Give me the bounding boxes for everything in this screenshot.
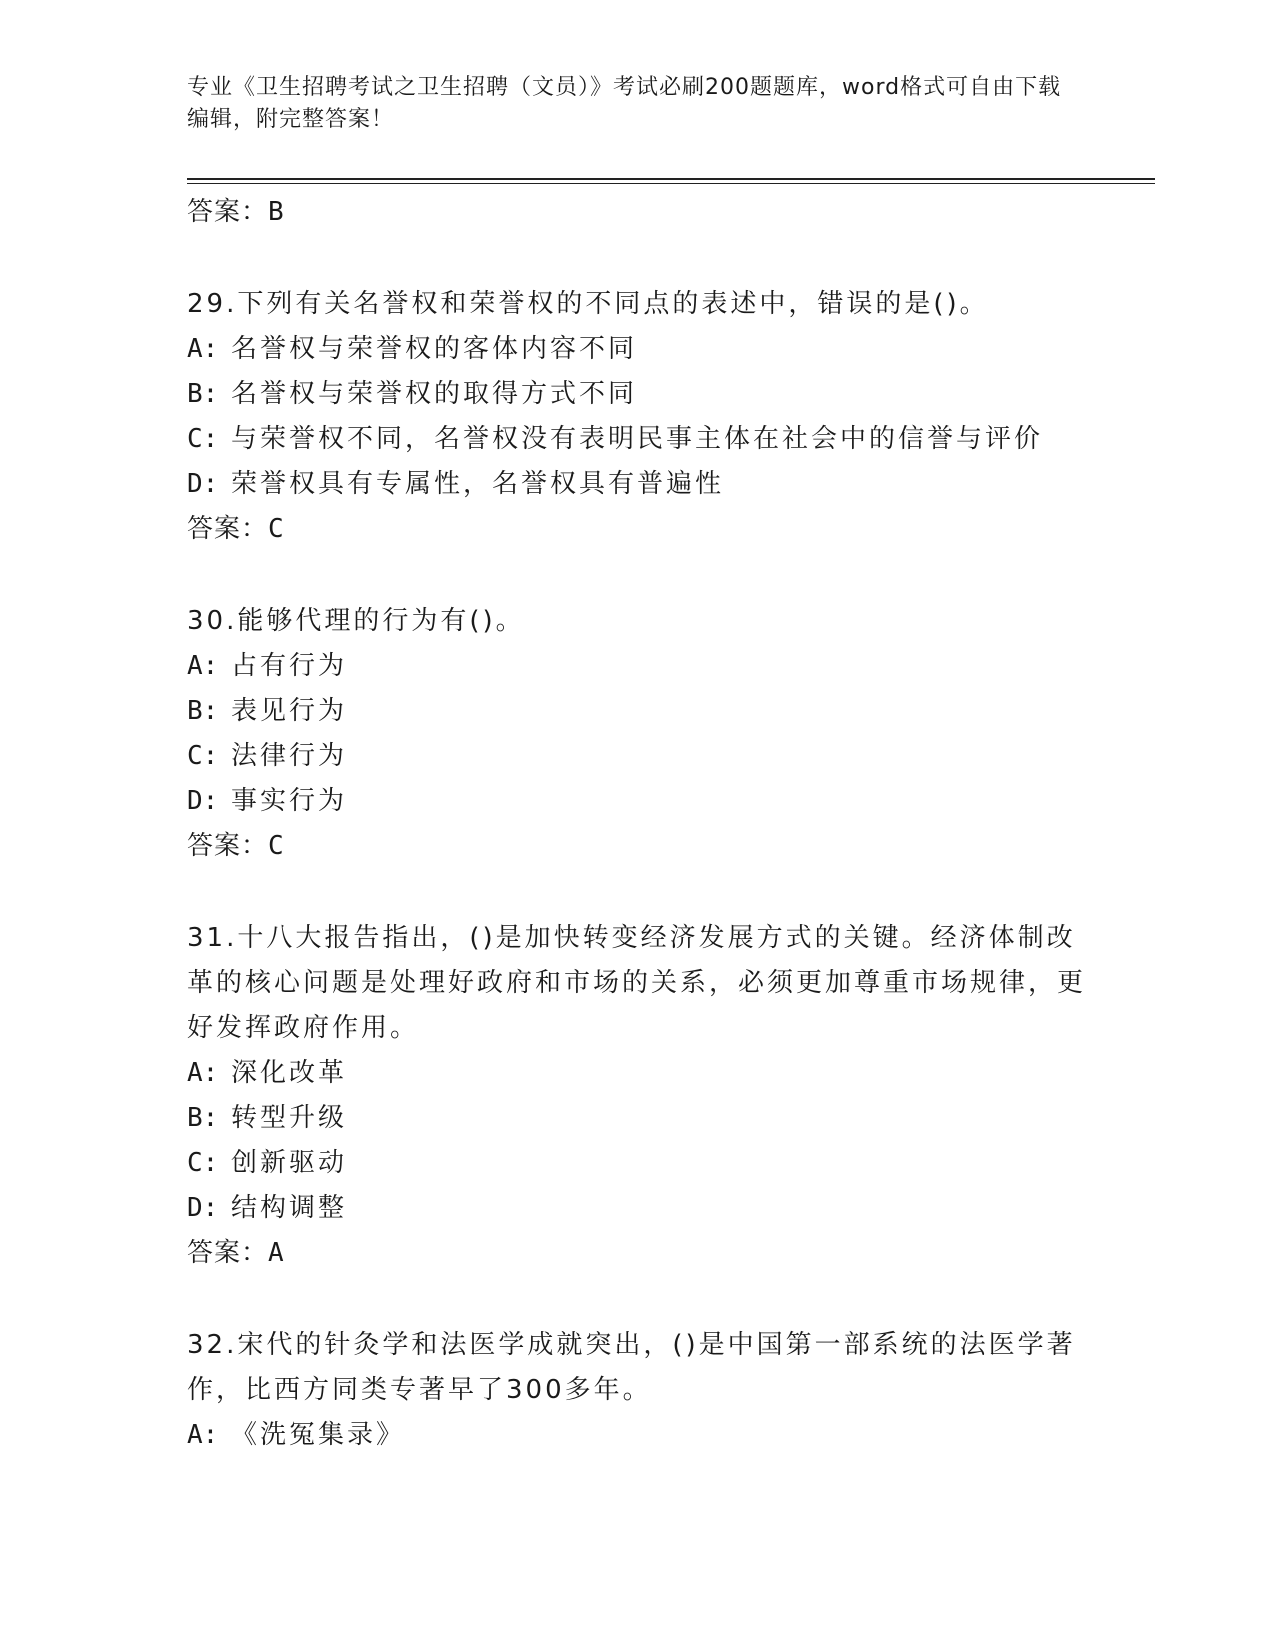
option-d [187, 1186, 1087, 1231]
option-text: 结构调整 [231, 1193, 348, 1223]
answer-label: 答案： [187, 831, 269, 861]
answer-line [187, 1231, 1087, 1276]
option-letter: A: [187, 1058, 219, 1088]
option-letter: C: [187, 1148, 219, 1178]
question-32 [187, 1323, 1087, 1458]
option-a [187, 644, 1087, 689]
question-30 [187, 599, 1087, 869]
option-letter: D: [187, 786, 219, 816]
answer-value: B [268, 197, 285, 227]
answer-line [187, 190, 1087, 235]
page-header: 专业《卫生招聘考试之卫生招聘（文员）》考试必刷200题题库，word格式可自由下载编辑，附完整答案！ [187, 75, 1062, 132]
option-text: 事实行为 [231, 786, 348, 816]
option-text: 名誉权与荣誉权的取得方式不同 [231, 379, 638, 409]
option-letter: B: [187, 1103, 219, 1133]
option-b [187, 372, 1087, 417]
answer-value: C [268, 831, 285, 861]
answer-line [187, 507, 1087, 552]
option-d [187, 462, 1087, 507]
option-a [187, 1051, 1087, 1096]
answer-label: 答案： [187, 1238, 269, 1268]
option-text: 深化改革 [231, 1058, 348, 1088]
option-text: 占有行为 [231, 651, 348, 681]
option-text: 名誉权与荣誉权的客体内容不同 [231, 334, 638, 364]
option-letter: C: [187, 741, 219, 771]
answer-line [187, 824, 1087, 869]
option-letter: B: [187, 379, 219, 409]
option-c [187, 1141, 1087, 1186]
option-letter: A: [187, 334, 219, 364]
option-letter: C: [187, 424, 219, 454]
answer-label: 答案： [187, 197, 269, 227]
question-stem: 31.十八大报告指出，()是加快转变经济发展方式的关键。经济体制改革的核心问题是处理好政府和市场的关系，必须更加尊重市场规律，更好发挥政府作用。 [187, 923, 1087, 1043]
option-text: 表见行为 [231, 696, 348, 726]
question-list [187, 190, 1087, 1458]
option-d [187, 779, 1087, 824]
option-b [187, 1096, 1087, 1141]
header-divider [187, 178, 1155, 184]
option-text: 与荣誉权不同，名誉权没有表明民事主体在社会中的信誉与评价 [231, 424, 1044, 454]
option-letter: A: [187, 1420, 219, 1450]
option-letter: D: [187, 469, 219, 499]
question-stem: 32.宋代的针灸学和法医学成就突出，()是中国第一部系统的法医学著作，比西方同类专著早了300多年。 [187, 1330, 1076, 1405]
option-a [187, 1413, 1087, 1458]
answer-value: C [268, 514, 285, 544]
option-letter: B: [187, 696, 219, 726]
option-text: 《洗冤集录》 [231, 1420, 406, 1450]
option-a [187, 327, 1087, 372]
option-b [187, 689, 1087, 734]
option-text: 创新驱动 [231, 1148, 348, 1178]
question-29 [187, 282, 1087, 552]
answer-label: 答案： [187, 514, 269, 544]
option-text: 法律行为 [231, 741, 348, 771]
question-31 [187, 916, 1087, 1276]
answer-value: A [268, 1238, 285, 1268]
option-letter: A: [187, 651, 219, 681]
option-text: 荣誉权具有专属性，名誉权具有普遍性 [231, 469, 725, 499]
option-c [187, 734, 1087, 779]
option-letter: D: [187, 1193, 219, 1223]
question-stem: 29.下列有关名誉权和荣誉权的不同点的表述中，错误的是()。 [187, 289, 989, 319]
option-c [187, 417, 1087, 462]
option-text: 转型升级 [231, 1103, 348, 1133]
question-stem: 30.能够代理的行为有()。 [187, 606, 525, 636]
